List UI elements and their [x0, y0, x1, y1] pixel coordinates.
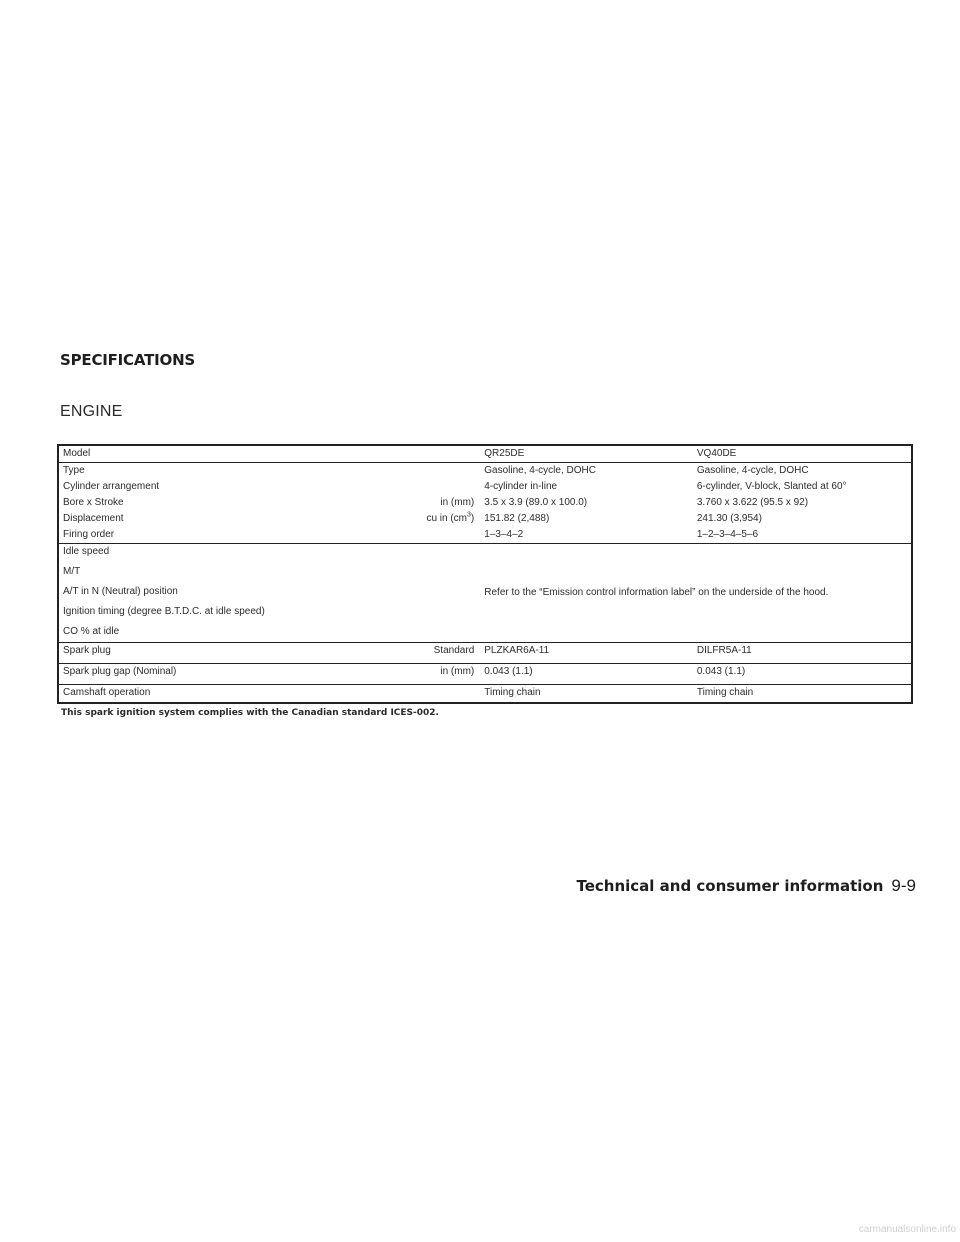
- watermark: carmanualsonline.info: [858, 1224, 956, 1235]
- row-unit: [271, 685, 480, 704]
- idle-value: Refer to the “Emission control information label” on the underside of the hood.: [480, 544, 912, 643]
- page-footer: [576, 876, 916, 896]
- row-unit: [271, 479, 480, 495]
- row-label: Spark plug: [58, 643, 271, 664]
- row-label: Firing order: [63, 529, 115, 540]
- row-value-qr25de: Gasoline, 4-cycle, DOHC: [480, 463, 693, 480]
- row-value-vq40de: 0.043 (1.1): [693, 664, 912, 685]
- footer-section-title: Technical and consumer information: [576, 877, 884, 895]
- row-value-vq40de: Gasoline, 4-cycle, DOHC: [693, 463, 912, 480]
- co-label: CO % at idle: [63, 626, 120, 637]
- row-value-qr25de: 3.5 x 3.9 (89.0 x 100.0): [484, 497, 588, 508]
- ignition-timing-label: Ignition timing (degree B.T.D.C. at idle speed): [63, 606, 265, 617]
- page-number: 9-9: [891, 876, 916, 895]
- idle-speed-label: Idle speed: [63, 546, 110, 557]
- table-row: [58, 685, 912, 704]
- row-label: Cylinder arrangement: [63, 481, 160, 492]
- table-row: [58, 495, 912, 511]
- table-row: [58, 643, 912, 664]
- row-value-vq40de: 3.760 x 3.622 (95.5 x 92): [696, 497, 809, 508]
- row-label: Camshaft operation: [58, 685, 271, 704]
- row-value-vq40de: 1–2–3–4–5–6: [696, 529, 759, 540]
- unit-text: cu in (cm: [426, 513, 468, 524]
- row-label: Spark plug gap (Nominal): [58, 664, 271, 685]
- header-qr25de: QR25DE: [480, 445, 693, 463]
- row-unit: in (mm): [440, 497, 475, 508]
- table-row: [58, 479, 912, 495]
- row-value-vq40de: Timing chain: [693, 685, 912, 704]
- row-label: Bore x Stroke: [63, 497, 124, 508]
- table-row: [58, 511, 912, 527]
- row-unit: in (mm): [271, 664, 480, 685]
- table-row: [58, 664, 912, 685]
- row-value-vq40de: DILFR5A-11: [693, 643, 912, 664]
- table-header-row: [58, 445, 912, 463]
- row-value-vq40de: 6-cylinder, V-block, Slanted at 60°: [696, 481, 847, 492]
- row-value-qr25de: 4-cylinder in-line: [484, 481, 558, 492]
- row-value-vq40de: 241.30 (3,954): [696, 513, 762, 524]
- row-label: Type: [58, 463, 271, 480]
- engine-spec-table: [57, 444, 913, 704]
- row-value-qr25de: PLZKAR6A-11: [480, 643, 693, 664]
- row-value-qr25de: 151.82 (2,488): [484, 513, 550, 524]
- row-value-qr25de: 1–3–4–2: [484, 529, 524, 540]
- compliance-note: This spark ignition system complies with the Canadian standard ICES-002.: [61, 708, 439, 718]
- idle-labels: [58, 544, 271, 643]
- subsection-title: ENGINE: [60, 403, 123, 420]
- row-unit: Standard: [271, 643, 480, 664]
- row-value-qr25de: Timing chain: [480, 685, 693, 704]
- table-row: [58, 463, 912, 480]
- header-model-label: Model: [58, 445, 271, 463]
- row-unit: [271, 527, 480, 544]
- unit-close: ): [470, 513, 475, 524]
- section-title: SPECIFICATIONS: [60, 351, 196, 369]
- row-value-qr25de: 0.043 (1.1): [480, 664, 693, 685]
- row-unit: [271, 511, 480, 527]
- unit-superscript: 3: [467, 511, 471, 519]
- idle-block-row: [58, 544, 912, 643]
- header-vq40de: VQ40DE: [693, 445, 912, 463]
- mt-label: M/T: [63, 566, 81, 577]
- at-label: A/T in N (Neutral) position: [63, 586, 178, 597]
- table-row: [58, 527, 912, 544]
- row-unit: [271, 463, 480, 480]
- row-label: Displacement: [63, 513, 124, 524]
